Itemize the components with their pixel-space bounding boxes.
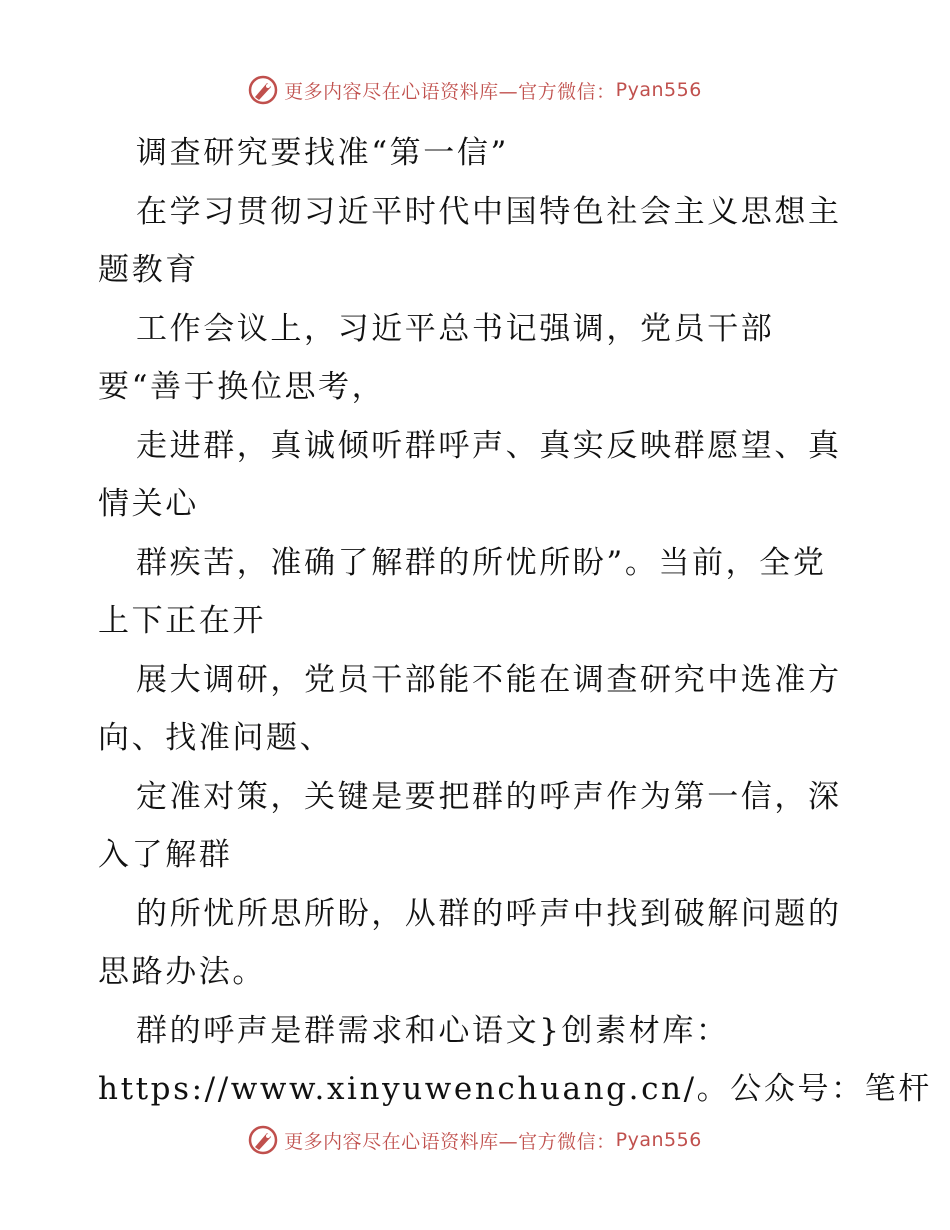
doc-line: 上下正在开 bbox=[98, 603, 266, 639]
doc-line: 要“善于换位思考， bbox=[98, 369, 386, 405]
doc-title: 调查研究要找准“第一信” bbox=[136, 135, 509, 171]
doc-line: 入了解群 bbox=[98, 837, 233, 873]
doc-line: 群疾苦，准确了解群的所忧所盼”。当前，全党 bbox=[136, 544, 827, 581]
doc-line: 的所忧所思所盼，从群的呼声中找到破解问题的 bbox=[136, 895, 842, 932]
doc-line: 定准对策，关键是要把群的呼声作为第一信，深 bbox=[136, 778, 842, 815]
footer-watermark bbox=[0, 1120, 950, 1160]
doc-line: 情关心 bbox=[98, 486, 199, 522]
doc-line: 展大调研，党员干部能不能在调查研究中选准方 bbox=[136, 661, 842, 698]
doc-line: 题教育 bbox=[98, 252, 199, 288]
doc-line: 群的呼声是群需求和心语文}创素材库： bbox=[136, 1012, 730, 1049]
doc-line: 思路办法。 bbox=[98, 954, 266, 990]
doc-line: 工作会议上，习近平总书记强调，党员干部 bbox=[136, 310, 775, 347]
doc-line: 走进群，真诚倾听群呼声、真实反映群愿望、真 bbox=[136, 427, 842, 464]
watermark-wechat-id: Pyan556 bbox=[615, 1129, 702, 1151]
doc-line: 在学习贯彻习近平时代中国特色社会主义思想主 bbox=[136, 193, 842, 230]
watermark-wechat-id: Pyan556 bbox=[615, 79, 702, 101]
watermark-text: 更多内容尽在心语资料库—官方微信： bbox=[284, 80, 616, 103]
doc-line: 向、找准问题、 bbox=[98, 720, 334, 756]
watermark-text: 更多内容尽在心语资料库—官方微信： bbox=[284, 1130, 616, 1153]
pen-nib-logo-icon bbox=[248, 1125, 278, 1155]
document-body bbox=[98, 124, 932, 1119]
header-watermark bbox=[0, 70, 950, 110]
pen-nib-logo-icon bbox=[248, 75, 278, 105]
doc-line-url: https://www.xinyuwenchuang.cn/。公众号：笔杆 bbox=[98, 1071, 932, 1107]
